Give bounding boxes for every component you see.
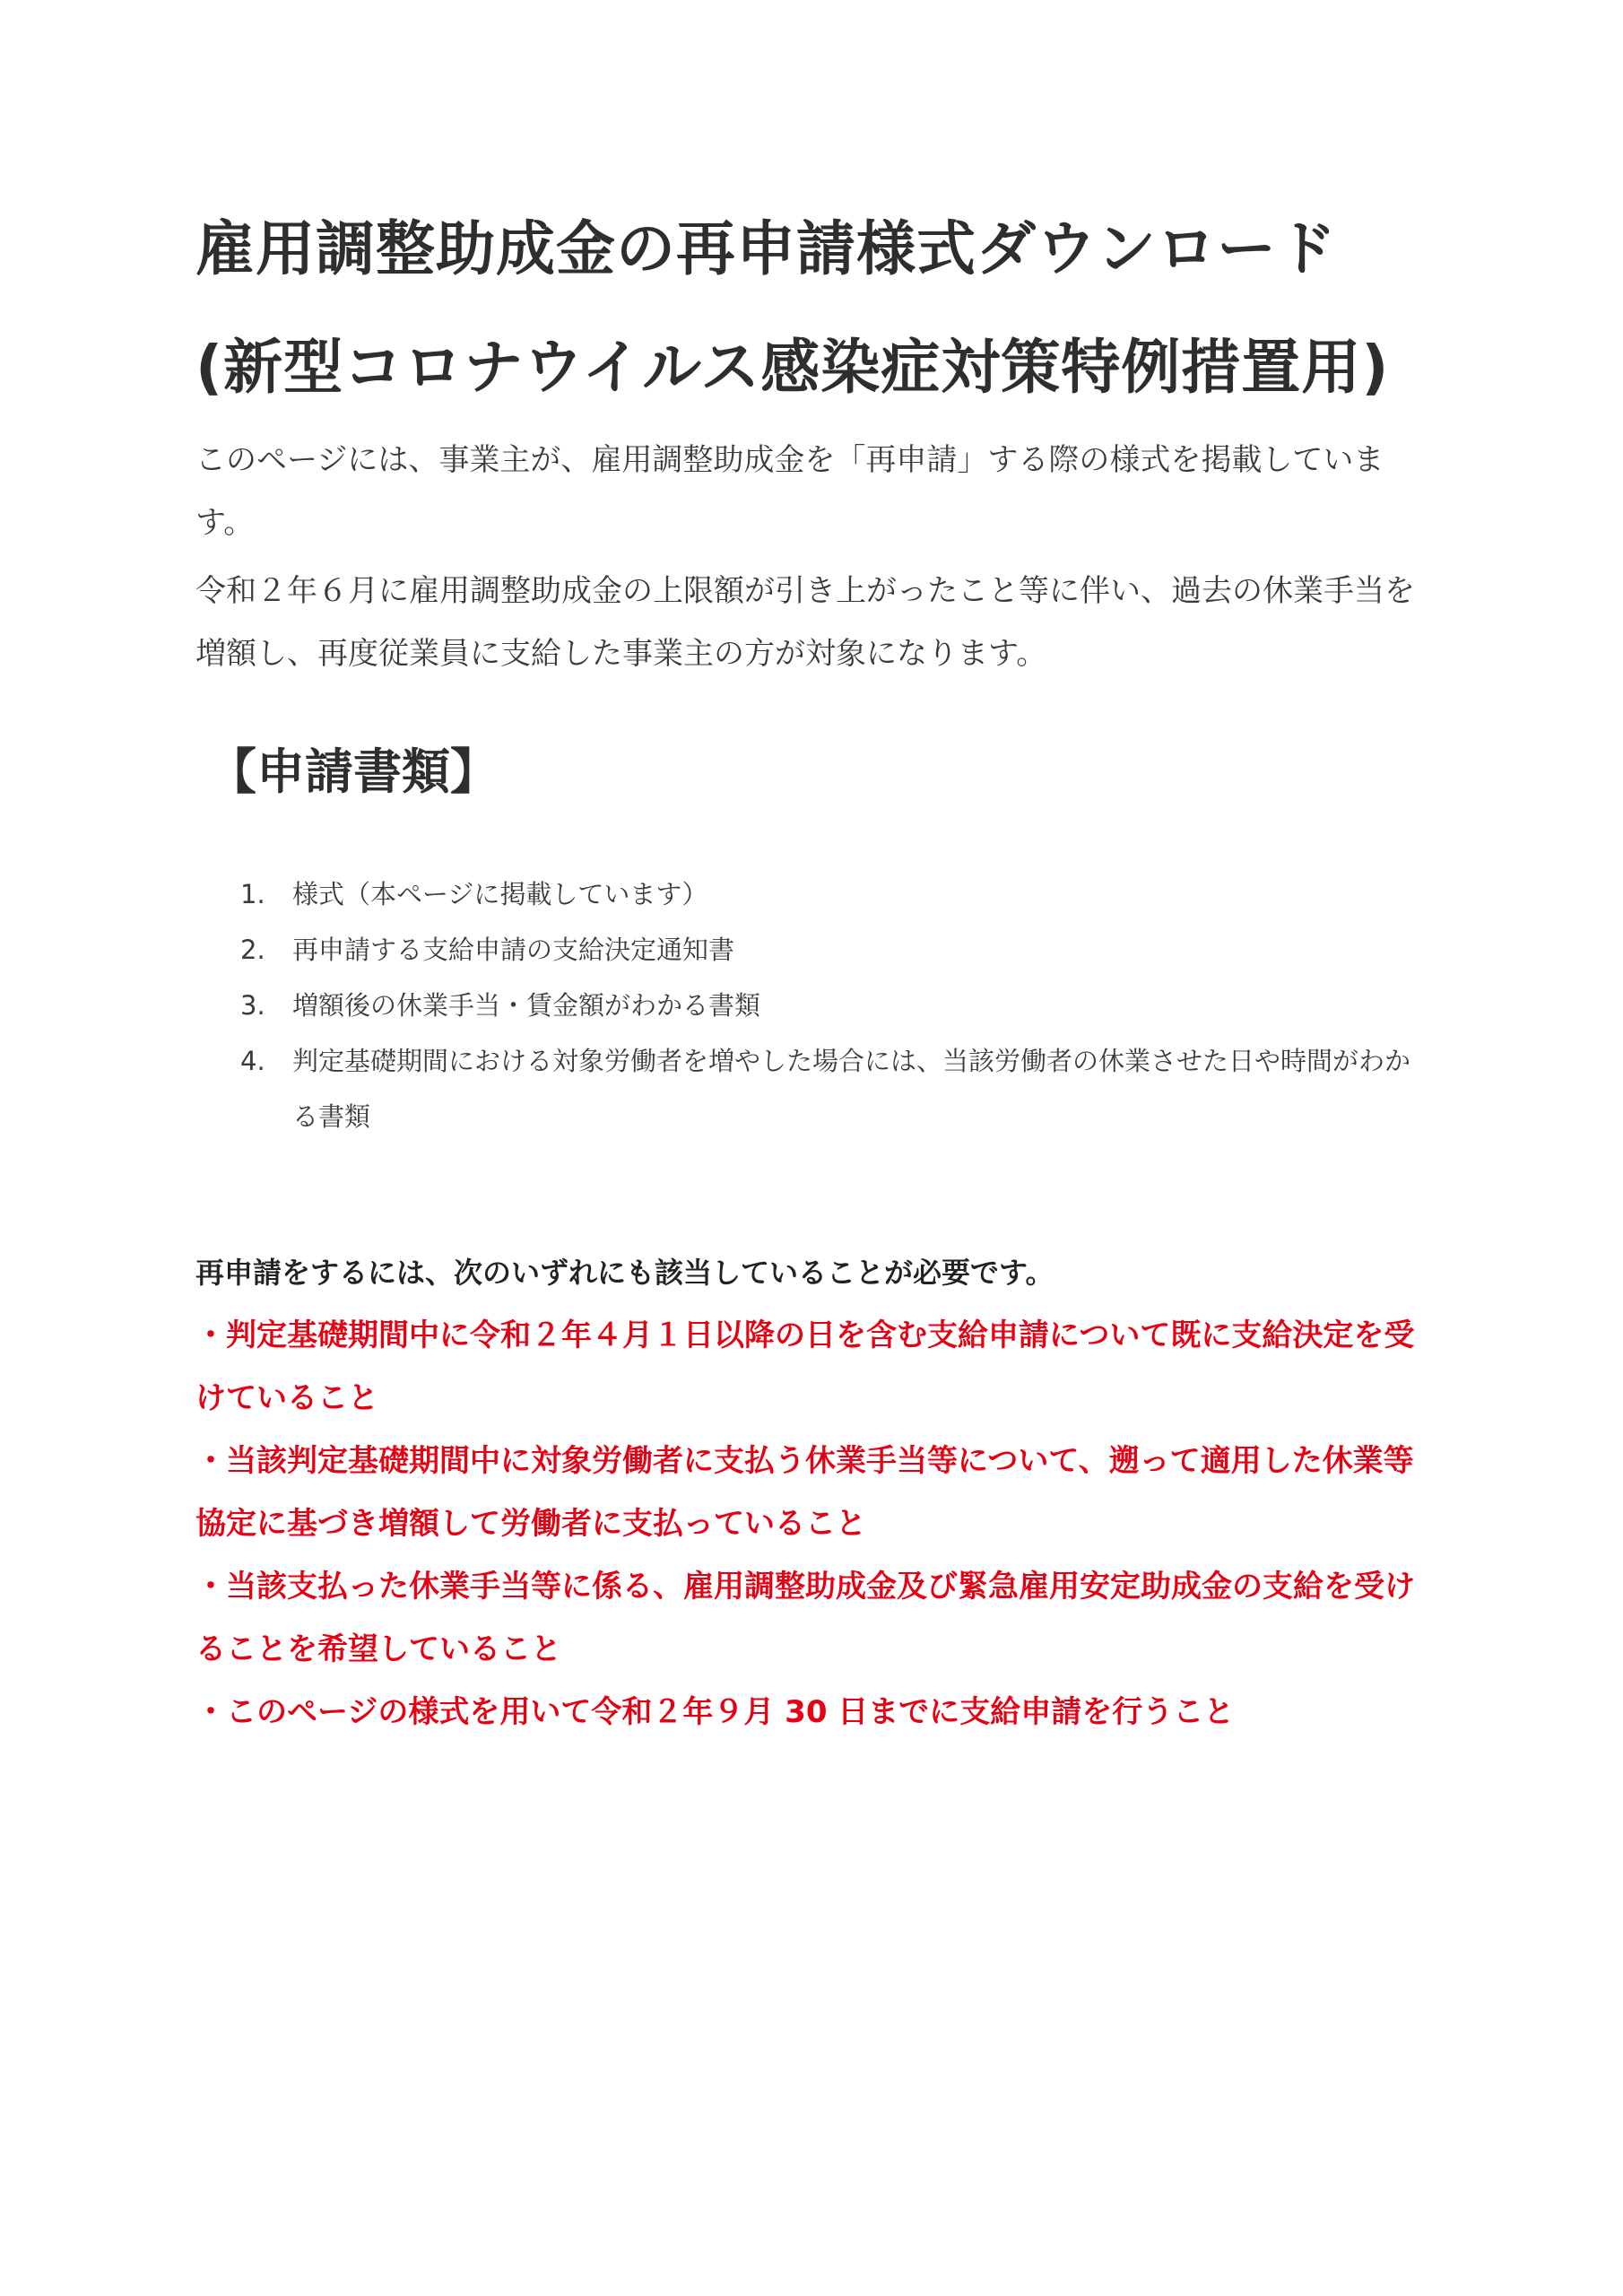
list-item-number: 2. — [240, 935, 265, 965]
list-item-text: 様式（本ページに掲載しています） — [292, 879, 708, 909]
list-item — [240, 978, 1428, 1033]
requirement-item: ・当該判定基礎期間中に対象労働者に支払う休業手当等について、遡って適用した休業等協定に基づき増額して労働者に支払っていること — [195, 1443, 1414, 1542]
list-item-number: 3. — [240, 990, 265, 1021]
list-item — [240, 866, 1428, 922]
requirement-item: ・当該支払った休業手当等に係る、雇用調整助成金及び緊急雇用安定助成金の支給を受けることを希望していること — [195, 1569, 1415, 1667]
requirements-section — [195, 1241, 1428, 1744]
intro-paragraph-2: 令和２年６月に雇用調整助成金の上限額が引き上がったこと等に伴い、過去の休業手当を増額し、再度従業員に支給した事業主の方が対象になります。 — [195, 573, 1415, 672]
list-item — [240, 922, 1428, 978]
intro-paragraph-1: このページには、事業主が、雇用調整助成金を「再申請」する際の様式を掲載しています。 — [195, 442, 1384, 541]
documents-heading: 【申請書類】 — [208, 744, 499, 800]
page-title-line-2: (新型コロナウイルス感染症対策特例措置用) — [195, 333, 1390, 402]
documents-list — [240, 866, 1428, 1144]
list-item-text: 再申請する支給申請の支給決定通知書 — [292, 935, 735, 965]
requirement-item: ・このページの様式を用いて令和２年９月 30 日までに支給申請を行うこと — [195, 1694, 1235, 1730]
requirement-item: ・判定基礎期間中に令和２年４月１日以降の日を含む支給申請について既に支給決定を受けていること — [195, 1318, 1415, 1416]
requirements-intro: 再申請をするには、次のいずれにも該当していることが必要です。 — [195, 1256, 1055, 1290]
requirements-list — [195, 1304, 1428, 1744]
list-item-text: 増額後の休業手当・賃金額がわかる書類 — [292, 990, 761, 1021]
intro-text — [195, 429, 1428, 685]
list-item — [240, 1033, 1428, 1144]
page-title-line-1: 雇用調整助成金の再申請様式ダウンロード — [195, 214, 1337, 283]
list-item-number: 1. — [240, 879, 265, 909]
list-item-text: 判定基礎期間における対象労働者を増やした場合には、当該労働者の休業させた日や時間がわかる書類 — [292, 1046, 1411, 1132]
list-item-number: 4. — [240, 1046, 265, 1076]
